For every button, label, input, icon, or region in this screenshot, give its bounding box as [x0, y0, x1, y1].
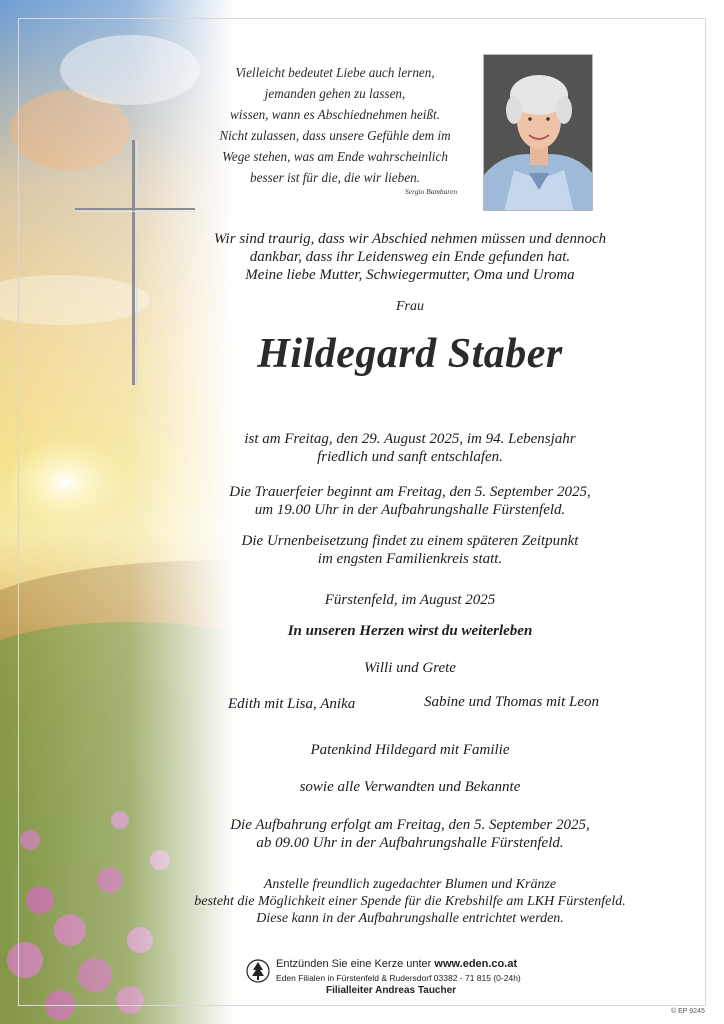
intro-line: Wir sind traurig, dass wir Abschied nehmen müssen und dennoch [213, 231, 607, 247]
ceremony-notice [210, 483, 610, 519]
poem-line: jemanden gehen zu lassen, [264, 86, 406, 101]
poem-line: wissen, wann es Abschiednehmen heißt. [230, 107, 440, 122]
poem-line: besser ist für die, die wir lieben. [250, 170, 420, 185]
poem-line: Wege stehen, was am Ende wahrscheinlich [222, 149, 448, 164]
portrait-photo [483, 54, 593, 211]
urn-line: Die Urnenbeisetzung findet zu einem späteren Zeitpunkt [241, 533, 579, 549]
branches-text: Eden Filialen in Fürstenfeld & Rudersdorf 03382 - 71 815 (0-24h) [276, 973, 521, 983]
candle-link-text [276, 958, 517, 970]
intro-line: Meine liebe Mutter, Schwiegermutter, Oma und Uroma [245, 267, 575, 283]
donation-line: Anstelle freundlich zugedachter Blumen und Kränze [263, 877, 557, 892]
urn-notice [210, 532, 610, 568]
viewing-line: ab 09.00 Uhr in der Aufbahrungshalle Fürstenfeld. [256, 835, 564, 851]
intro-text [210, 230, 610, 284]
salutation: Frau [396, 299, 424, 314]
donation-line: besteht die Möglichkeit einer Spende für die Krebshilfe am LKH Fürstenfeld. [194, 894, 626, 909]
funeral-home-footer [246, 958, 586, 998]
viewing-notice [210, 816, 610, 852]
death-line: ist am Freitag, den 29. August 2025, im 94. Lebensjahr [244, 431, 576, 447]
godchild: Patenkind Hildegard mit Familie [310, 742, 510, 758]
relatives: sowie alle Verwandten und Bekannte [299, 779, 521, 795]
deceased-name: Hildegard Staber [257, 331, 563, 377]
family-right: Sabine und Thomas mit Leon [424, 694, 600, 710]
ceremony-line: Die Trauerfeier beginnt am Freitag, den 5. September 2025, [229, 484, 591, 500]
family-left: Edith mit Lisa, Anika [228, 696, 356, 712]
viewing-line: Die Aufbahrung erfolgt am Freitag, den 5. September 2025, [230, 817, 590, 833]
candle-text: Entzünden Sie eine Kerze unter [276, 958, 435, 970]
portrait-illustration [484, 55, 593, 211]
death-notice [210, 430, 610, 466]
place-date: Fürstenfeld, im August 2025 [324, 592, 496, 608]
cross-icon [70, 140, 210, 390]
ceremony-line: um 19.00 Uhr in der Aufbahrungshalle Fürstenfeld. [254, 502, 566, 518]
print-code: © EP 9245 [671, 1008, 705, 1015]
poem [205, 62, 465, 188]
poem-author: Sergio Bambaren [405, 187, 458, 196]
urn-line: im engsten Familienkreis statt. [317, 551, 503, 567]
motto: In unseren Herzen wirst du weiterleben [287, 623, 533, 639]
eden-logo-icon [246, 958, 270, 988]
donation-line: Diese kann in der Aufbahrungshalle entrichtet werden. [256, 911, 564, 926]
website-link[interactable]: www.eden.co.at [434, 958, 518, 970]
manager-text: Filialleiter Andreas Taucher [326, 985, 457, 996]
death-line: friedlich und sanft entschlafen. [317, 449, 503, 465]
family-line-1: Willi und Grete [364, 660, 456, 676]
intro-line: dankbar, dass ihr Leidensweg ein Ende gefunden hat. [249, 249, 571, 265]
poem-line: Vielleicht bedeutet Liebe auch lernen, [235, 65, 435, 80]
donation-notice [160, 876, 660, 927]
poem-line: Nicht zulassen, dass unsere Gefühle dem im [219, 128, 451, 143]
